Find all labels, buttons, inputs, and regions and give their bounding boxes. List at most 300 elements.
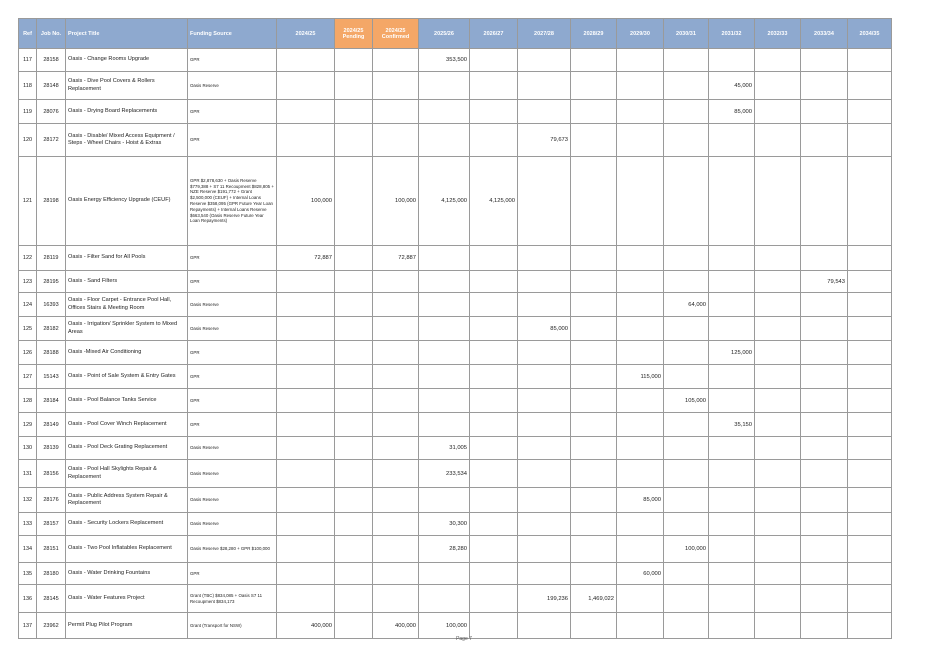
amount-cell bbox=[518, 271, 571, 293]
project-title-cell: Oasis - Irrigation/ Sprinkler System to Mixed Areas bbox=[66, 317, 188, 341]
amount-cell bbox=[848, 536, 892, 563]
amount-cell: 1,469,022 bbox=[571, 585, 617, 613]
amount-cell bbox=[848, 460, 892, 488]
funding-source-cell: GPR bbox=[188, 413, 277, 437]
ref-cell: 131 bbox=[19, 460, 37, 488]
amount-cell bbox=[571, 100, 617, 124]
amount-cell bbox=[709, 246, 755, 271]
amount-cell bbox=[335, 317, 373, 341]
amount-cell bbox=[755, 488, 801, 513]
project-title-cell: Oasis - Water Features Project bbox=[66, 585, 188, 613]
amount-cell bbox=[664, 72, 709, 100]
amount-cell bbox=[571, 536, 617, 563]
amount-cell: 400,000 bbox=[277, 613, 335, 639]
amount-cell bbox=[617, 536, 664, 563]
amount-cell bbox=[801, 124, 848, 157]
amount-cell bbox=[373, 460, 419, 488]
year-header: 2032/33 bbox=[755, 19, 801, 49]
amount-cell bbox=[848, 293, 892, 317]
amount-cell bbox=[335, 72, 373, 100]
amount-cell bbox=[335, 563, 373, 585]
amount-cell bbox=[571, 365, 617, 389]
amount-cell bbox=[335, 536, 373, 563]
amount-cell bbox=[277, 488, 335, 513]
amount-cell bbox=[801, 536, 848, 563]
job-no-cell: 28184 bbox=[37, 389, 66, 413]
amount-cell bbox=[470, 389, 518, 413]
ref-cell: 127 bbox=[19, 365, 37, 389]
project-title-cell: Oasis - Pool Cover Winch Replacement bbox=[66, 413, 188, 437]
funding-source-cell: Oasis Reserve bbox=[188, 72, 277, 100]
amount-cell bbox=[709, 563, 755, 585]
amount-cell bbox=[373, 389, 419, 413]
funding-source-cell: GPR bbox=[188, 389, 277, 413]
table-row bbox=[19, 413, 892, 437]
project-title-cell: Oasis - Pool Balance Tanks Service bbox=[66, 389, 188, 413]
amount-cell bbox=[277, 293, 335, 317]
table-row bbox=[19, 365, 892, 389]
amount-cell bbox=[277, 460, 335, 488]
project-title-cell: Oasis - Public Address System Repair & Replacement bbox=[66, 488, 188, 513]
job-no-header: Job No. bbox=[37, 19, 66, 49]
amount-cell bbox=[419, 563, 470, 585]
amount-cell bbox=[277, 413, 335, 437]
amount-cell bbox=[470, 563, 518, 585]
table-row bbox=[19, 389, 892, 413]
job-no-cell: 28149 bbox=[37, 413, 66, 437]
amount-cell bbox=[617, 437, 664, 460]
amount-cell bbox=[373, 317, 419, 341]
amount-cell bbox=[419, 488, 470, 513]
amount-cell bbox=[335, 365, 373, 389]
job-no-cell: 28182 bbox=[37, 317, 66, 341]
funding-source-cell: Oasis Reserve bbox=[188, 488, 277, 513]
amount-cell bbox=[617, 124, 664, 157]
amount-cell bbox=[335, 613, 373, 639]
amount-cell: 28,280 bbox=[419, 536, 470, 563]
amount-cell bbox=[755, 513, 801, 536]
amount-cell bbox=[335, 513, 373, 536]
funding-source-cell: Oasis Reserve bbox=[188, 460, 277, 488]
amount-cell: 72,887 bbox=[277, 246, 335, 271]
amount-cell bbox=[277, 72, 335, 100]
amount-cell bbox=[755, 49, 801, 72]
year-header: 2029/30 bbox=[617, 19, 664, 49]
year-header-pending: 2024/25 Pending bbox=[335, 19, 373, 49]
amount-cell bbox=[518, 513, 571, 536]
amount-cell bbox=[755, 413, 801, 437]
amount-cell bbox=[848, 563, 892, 585]
amount-cell bbox=[277, 389, 335, 413]
funding-source-cell: GPR bbox=[188, 365, 277, 389]
amount-cell: 100,000 bbox=[277, 157, 335, 246]
table-row bbox=[19, 49, 892, 72]
amount-cell bbox=[801, 365, 848, 389]
amount-cell bbox=[335, 157, 373, 246]
amount-cell bbox=[373, 124, 419, 157]
amount-cell bbox=[419, 124, 470, 157]
ref-cell: 122 bbox=[19, 246, 37, 271]
funding-source-cell: GPR bbox=[188, 100, 277, 124]
amount-cell: 85,000 bbox=[709, 100, 755, 124]
amount-cell bbox=[801, 157, 848, 246]
amount-cell bbox=[709, 365, 755, 389]
ref-cell: 124 bbox=[19, 293, 37, 317]
amount-cell bbox=[709, 271, 755, 293]
amount-cell bbox=[664, 585, 709, 613]
amount-cell bbox=[709, 317, 755, 341]
table-row bbox=[19, 585, 892, 613]
funding-source-cell: GPR bbox=[188, 124, 277, 157]
funding-source-cell: Grant (Transport for NSW) bbox=[188, 613, 277, 639]
project-title-cell: Oasis - Floor Carpet - Entrance Pool Hall, Offices Stairs & Meeting Room bbox=[66, 293, 188, 317]
amount-cell bbox=[664, 613, 709, 639]
amount-cell bbox=[755, 460, 801, 488]
funding-source-cell: Oasis Reserve bbox=[188, 437, 277, 460]
amount-cell bbox=[617, 293, 664, 317]
amount-cell bbox=[277, 49, 335, 72]
year-header: 2025/26 bbox=[419, 19, 470, 49]
table-row bbox=[19, 100, 892, 124]
amount-cell bbox=[277, 124, 335, 157]
amount-cell bbox=[277, 513, 335, 536]
amount-cell: 85,000 bbox=[518, 317, 571, 341]
amount-cell bbox=[617, 317, 664, 341]
amount-cell bbox=[277, 563, 335, 585]
amount-cell bbox=[755, 585, 801, 613]
year-header: 2030/31 bbox=[664, 19, 709, 49]
job-no-cell: 28076 bbox=[37, 100, 66, 124]
ref-cell: 135 bbox=[19, 563, 37, 585]
amount-cell bbox=[571, 157, 617, 246]
amount-cell bbox=[571, 389, 617, 413]
header-row bbox=[19, 19, 892, 49]
amount-cell bbox=[335, 293, 373, 317]
amount-cell bbox=[801, 437, 848, 460]
amount-cell bbox=[801, 341, 848, 365]
amount-cell bbox=[801, 413, 848, 437]
amount-cell bbox=[518, 536, 571, 563]
amount-cell bbox=[664, 437, 709, 460]
amount-cell bbox=[571, 513, 617, 536]
amount-cell bbox=[571, 317, 617, 341]
amount-cell: 400,000 bbox=[373, 613, 419, 639]
amount-cell bbox=[664, 49, 709, 72]
amount-cell bbox=[801, 72, 848, 100]
funding-source-cell: GPR bbox=[188, 49, 277, 72]
ref-cell: 123 bbox=[19, 271, 37, 293]
amount-cell bbox=[518, 488, 571, 513]
amount-cell bbox=[571, 437, 617, 460]
funding-source-cell: GPR bbox=[188, 563, 277, 585]
amount-cell bbox=[709, 488, 755, 513]
funding-source-cell: GPR bbox=[188, 246, 277, 271]
project-title-cell: Oasis - Drying Board Replacements bbox=[66, 100, 188, 124]
project-title-cell: Oasis - Change Rooms Upgrade bbox=[66, 49, 188, 72]
amount-cell bbox=[801, 613, 848, 639]
project-title-cell: Oasis -Mixed Air Conditioning bbox=[66, 341, 188, 365]
job-no-cell: 28188 bbox=[37, 341, 66, 365]
amount-cell bbox=[664, 513, 709, 536]
amount-cell bbox=[518, 72, 571, 100]
job-no-cell: 23962 bbox=[37, 613, 66, 639]
amount-cell bbox=[470, 437, 518, 460]
amount-cell: 64,000 bbox=[664, 293, 709, 317]
job-no-cell: 28158 bbox=[37, 49, 66, 72]
ref-cell: 126 bbox=[19, 341, 37, 365]
ref-cell: 129 bbox=[19, 413, 37, 437]
funding-source-cell: Oasis Reserve $28,280 + GPR $100,000 bbox=[188, 536, 277, 563]
amount-cell bbox=[755, 613, 801, 639]
table-row bbox=[19, 513, 892, 536]
amount-cell bbox=[419, 317, 470, 341]
amount-cell bbox=[373, 49, 419, 72]
amount-cell bbox=[709, 124, 755, 157]
amount-cell bbox=[709, 536, 755, 563]
amount-cell bbox=[373, 536, 419, 563]
job-no-cell: 28195 bbox=[37, 271, 66, 293]
amount-cell bbox=[571, 124, 617, 157]
amount-cell bbox=[571, 246, 617, 271]
amount-cell bbox=[617, 49, 664, 72]
amount-cell bbox=[617, 389, 664, 413]
amount-cell bbox=[755, 157, 801, 246]
amount-cell bbox=[755, 246, 801, 271]
amount-cell bbox=[801, 246, 848, 271]
amount-cell bbox=[617, 72, 664, 100]
job-no-cell: 28151 bbox=[37, 536, 66, 563]
amount-cell bbox=[373, 293, 419, 317]
amount-cell bbox=[664, 413, 709, 437]
amount-cell bbox=[617, 341, 664, 365]
amount-cell bbox=[335, 246, 373, 271]
amount-cell bbox=[518, 437, 571, 460]
amount-cell bbox=[335, 100, 373, 124]
job-no-cell: 28172 bbox=[37, 124, 66, 157]
funding-source-cell: GPR $2,878,630 + Oasis Reserve $779,388 + S7 11 Recoupment $828,805 + NZE Reserve $191,772 + Grant $2,500,000 (CEUF) + Internal Loans Reserve $358,095 (GPR Future Year Loan Repayments) + Internal Loans Reserve $663,540 (Oasis Reserve Future Year Loan Repayments) bbox=[188, 157, 277, 246]
amount-cell bbox=[419, 293, 470, 317]
amount-cell bbox=[277, 341, 335, 365]
table-row bbox=[19, 437, 892, 460]
ref-cell: 119 bbox=[19, 100, 37, 124]
amount-cell bbox=[470, 413, 518, 437]
amount-cell bbox=[373, 100, 419, 124]
amount-cell bbox=[518, 389, 571, 413]
amount-cell bbox=[571, 271, 617, 293]
amount-cell bbox=[709, 437, 755, 460]
amount-cell bbox=[571, 293, 617, 317]
amount-cell bbox=[373, 488, 419, 513]
amount-cell bbox=[470, 460, 518, 488]
amount-cell bbox=[470, 100, 518, 124]
table-body bbox=[19, 49, 892, 639]
ref-cell: 130 bbox=[19, 437, 37, 460]
funding-source-header: Funding Source bbox=[188, 19, 277, 49]
ref-cell: 118 bbox=[19, 72, 37, 100]
project-title-cell: Oasis - Point of Sale System & Entry Gates bbox=[66, 365, 188, 389]
funding-source-cell: Oasis Reserve bbox=[188, 513, 277, 536]
project-title-header: Project Title bbox=[66, 19, 188, 49]
amount-cell bbox=[617, 246, 664, 271]
amount-cell bbox=[571, 563, 617, 585]
amount-cell bbox=[419, 72, 470, 100]
ref-cell: 120 bbox=[19, 124, 37, 157]
amount-cell bbox=[571, 460, 617, 488]
amount-cell bbox=[277, 100, 335, 124]
amount-cell bbox=[664, 341, 709, 365]
year-header: 2024/25 bbox=[277, 19, 335, 49]
amount-cell bbox=[470, 613, 518, 639]
ref-cell: 121 bbox=[19, 157, 37, 246]
amount-cell bbox=[373, 341, 419, 365]
ref-header: Ref bbox=[19, 19, 37, 49]
amount-cell bbox=[518, 100, 571, 124]
amount-cell bbox=[470, 293, 518, 317]
amount-cell: 60,000 bbox=[617, 563, 664, 585]
amount-cell bbox=[801, 100, 848, 124]
project-title-cell: Oasis Energy Efficiency Upgrade (CEUF) bbox=[66, 157, 188, 246]
amount-cell: 199,236 bbox=[518, 585, 571, 613]
amount-cell bbox=[373, 513, 419, 536]
ref-cell: 136 bbox=[19, 585, 37, 613]
funding-source-cell: Oasis Reserve bbox=[188, 317, 277, 341]
amount-cell bbox=[617, 100, 664, 124]
amount-cell bbox=[801, 293, 848, 317]
amount-cell bbox=[470, 585, 518, 613]
amount-cell bbox=[518, 460, 571, 488]
amount-cell: 79,543 bbox=[801, 271, 848, 293]
job-no-cell: 28198 bbox=[37, 157, 66, 246]
amount-cell bbox=[848, 437, 892, 460]
ref-cell: 117 bbox=[19, 49, 37, 72]
table-row bbox=[19, 536, 892, 563]
amount-cell bbox=[470, 341, 518, 365]
amount-cell: 30,300 bbox=[419, 513, 470, 536]
table-row bbox=[19, 460, 892, 488]
job-no-cell: 28148 bbox=[37, 72, 66, 100]
year-header: 2026/27 bbox=[470, 19, 518, 49]
amount-cell bbox=[709, 613, 755, 639]
amount-cell: 85,000 bbox=[617, 488, 664, 513]
amount-cell bbox=[755, 100, 801, 124]
amount-cell bbox=[755, 317, 801, 341]
amount-cell bbox=[848, 613, 892, 639]
amount-cell bbox=[848, 124, 892, 157]
amount-cell bbox=[419, 100, 470, 124]
amount-cell bbox=[277, 437, 335, 460]
amount-cell bbox=[277, 585, 335, 613]
amount-cell bbox=[470, 488, 518, 513]
amount-cell: 115,000 bbox=[617, 365, 664, 389]
funding-source-cell: GPR bbox=[188, 341, 277, 365]
amount-cell bbox=[335, 585, 373, 613]
amount-cell: 79,673 bbox=[518, 124, 571, 157]
job-no-cell: 28180 bbox=[37, 563, 66, 585]
amount-cell bbox=[277, 317, 335, 341]
amount-cell bbox=[470, 513, 518, 536]
amount-cell bbox=[277, 271, 335, 293]
amount-cell bbox=[335, 124, 373, 157]
amount-cell bbox=[801, 563, 848, 585]
amount-cell bbox=[848, 246, 892, 271]
amount-cell bbox=[335, 271, 373, 293]
amount-cell bbox=[848, 389, 892, 413]
amount-cell bbox=[470, 536, 518, 563]
project-title-cell: Oasis - Sand Filters bbox=[66, 271, 188, 293]
amount-cell bbox=[848, 413, 892, 437]
funding-source-cell: Grant (TBC) $834,085 + Oasis S7 11 Recoupment $834,173 bbox=[188, 585, 277, 613]
amount-cell bbox=[373, 437, 419, 460]
job-no-cell: 28157 bbox=[37, 513, 66, 536]
project-title-cell: Oasis - Water Drinking Fountains bbox=[66, 563, 188, 585]
amount-cell bbox=[419, 365, 470, 389]
ref-cell: 137 bbox=[19, 613, 37, 639]
amount-cell bbox=[801, 513, 848, 536]
amount-cell bbox=[664, 365, 709, 389]
amount-cell bbox=[755, 271, 801, 293]
amount-cell bbox=[470, 49, 518, 72]
amount-cell bbox=[664, 317, 709, 341]
amount-cell bbox=[848, 100, 892, 124]
amount-cell bbox=[571, 488, 617, 513]
amount-cell bbox=[848, 341, 892, 365]
amount-cell bbox=[373, 413, 419, 437]
amount-cell: 233,534 bbox=[419, 460, 470, 488]
amount-cell: 100,000 bbox=[419, 613, 470, 639]
amount-cell bbox=[755, 341, 801, 365]
amount-cell bbox=[617, 413, 664, 437]
project-title-cell: Oasis - Two Pool Inflatables Replacement bbox=[66, 536, 188, 563]
amount-cell bbox=[801, 460, 848, 488]
amount-cell bbox=[709, 49, 755, 72]
amount-cell bbox=[335, 437, 373, 460]
amount-cell bbox=[664, 563, 709, 585]
amount-cell: 105,000 bbox=[664, 389, 709, 413]
amount-cell bbox=[470, 72, 518, 100]
amount-cell bbox=[419, 246, 470, 271]
amount-cell bbox=[801, 585, 848, 613]
amount-cell bbox=[848, 72, 892, 100]
year-header: 2033/34 bbox=[801, 19, 848, 49]
amount-cell bbox=[518, 413, 571, 437]
page-number: Page 7 bbox=[456, 636, 472, 642]
job-no-cell: 28139 bbox=[37, 437, 66, 460]
job-no-cell: 15143 bbox=[37, 365, 66, 389]
amount-cell bbox=[664, 246, 709, 271]
table-row bbox=[19, 246, 892, 271]
amount-cell bbox=[848, 513, 892, 536]
ref-cell: 133 bbox=[19, 513, 37, 536]
amount-cell bbox=[518, 157, 571, 246]
amount-cell bbox=[335, 488, 373, 513]
amount-cell bbox=[755, 72, 801, 100]
ref-cell: 134 bbox=[19, 536, 37, 563]
amount-cell bbox=[801, 317, 848, 341]
amount-cell: 100,000 bbox=[664, 536, 709, 563]
amount-cell bbox=[755, 437, 801, 460]
amount-cell bbox=[518, 341, 571, 365]
amount-cell bbox=[277, 365, 335, 389]
amount-cell bbox=[373, 585, 419, 613]
amount-cell: 353,500 bbox=[419, 49, 470, 72]
year-header: 2034/35 bbox=[848, 19, 892, 49]
project-title-cell: Oasis - Security Lockers Replacement bbox=[66, 513, 188, 536]
amount-cell bbox=[848, 488, 892, 513]
year-header: 2031/32 bbox=[709, 19, 755, 49]
amount-cell bbox=[419, 585, 470, 613]
table-row bbox=[19, 271, 892, 293]
ref-cell: 125 bbox=[19, 317, 37, 341]
